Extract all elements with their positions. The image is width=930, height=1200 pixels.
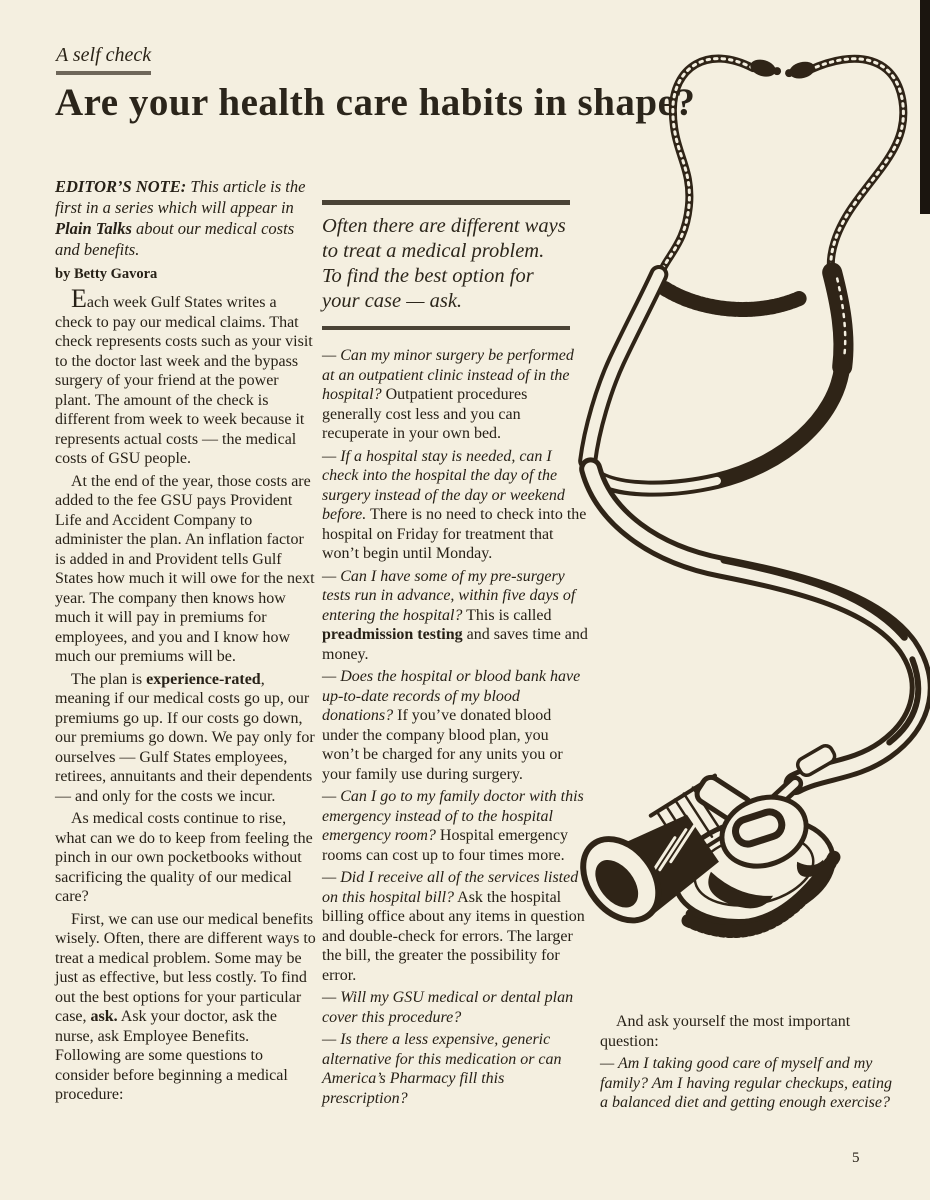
question-item: — Can my minor surgery be performed at an outpatient clinic instead of in the hospital? Outpatient procedures generally cost less and you can recuperate in your own bed. <box>322 347 574 442</box>
ear-tube-left <box>659 59 753 279</box>
column-1 <box>55 284 317 1108</box>
tube-main <box>591 469 922 784</box>
binaural-spring <box>665 289 799 310</box>
question-item: — If a hospital stay is needed, can I check into the hospital the day of the surgery instead of the day or weekend before. There is no need to check into the hospital on Friday for treatment that won’t begin until Monday. <box>322 447 587 562</box>
earpieces <box>748 57 816 81</box>
editor-note: EDITOR’S NOTE: This article is the first in a series which will appear in Plain Talks about our medical costs and benefits. <box>55 177 306 259</box>
question-item: — Did I receive all of the services listed on this hospital bill? Ask the hospital billing office about any items in question and double-check for errors. The larger the bill, the greater the possibility for error. <box>322 869 585 984</box>
binaural-left <box>588 275 659 461</box>
column-3 <box>600 1012 896 1116</box>
chest-piece <box>568 774 846 943</box>
page-title: Are your health care habits in shape? <box>55 81 696 124</box>
paragraph: And ask yourself the most important question: <box>600 1013 851 1050</box>
question-item: — Am I taking good care of myself and my family? Am I having regular checkups, eating a balanced diet and getting enough exercise? <box>600 1055 892 1111</box>
byline: by Betty Gavora <box>55 266 158 282</box>
column-2 <box>322 346 588 1111</box>
paragraph: At the end of the year, those costs are added to the fee GSU pays Provident Life and Accident Company to administer the plan. An inflation factor is added in and Provident tells Gulf States how much it will owe for the next year. The company then knows how much it will pay in premiums for employees, and you and I know how much our premiums will be. <box>55 472 315 665</box>
page-number: 5 <box>852 1150 860 1166</box>
question-item: — Will my GSU medical or dental plan cover this procedure? <box>322 989 574 1026</box>
question-item: — Can I have some of my pre-surgery tests run in advance, within five days of entering the hospital? This is called preadmission testing and saves time and money. <box>322 567 588 663</box>
scan-edge-artifact <box>920 0 930 214</box>
ear-tube-right <box>809 59 903 277</box>
kicker: A self check <box>56 44 151 75</box>
paragraph: The plan is experience-rated, meaning if our medical costs go up, our premiums go up. If our costs go down, our premiums go down. We pay only for ourselves — Gulf States employees, retirees, annuitants and their dependents — and only for the costs we incur. <box>55 670 315 805</box>
tube-upper <box>599 367 842 489</box>
stethoscope-drawing <box>558 8 930 1000</box>
question-item: — Can I go to my family doctor with this emergency instead of to the hospital emergency room? Hospital emergency rooms can cost up to four times more. <box>322 788 584 864</box>
paragraph: First, we can use our medical benefits wisely. Often, there are different ways to treat a medical problem. Some may be just as effective, but less costly. To find out the best options for your particular case, ask. Ask your doctor, ask the nurse, ask Employee Benefits. Following are some questions to consider before beginning a medical procedure: <box>55 910 316 1103</box>
pull-quote: Often there are different ways to treat a medical problem. To find the best option for your case — ask. <box>322 200 570 330</box>
question-item: — Does the hospital or blood bank have up-to-date records of my blood donations? If you’ve donated blood under the company blood plan, you won’t be charged for any units you or your family use during surgery. <box>322 668 581 783</box>
paragraph: Each week Gulf States writes a check to pay our medical claims. That check represents costs such as your visit to the doctor last week and the bypass surgery of your friend at the power plant. The amount of the check is different from week to week because it represents actual costs — the medical costs of GSU people. <box>55 284 313 467</box>
paragraph: As medical costs continue to rise, what can we do to keep from feeling the pinch in our own pocketbooks without sacrificing the quality of our medical care? <box>55 810 313 905</box>
question-item: — Is there a less expensive, generic alternative for this medication or can America’s Pharmacy fill this prescription? <box>322 1031 562 1107</box>
stethoscope-illustration <box>558 8 930 1000</box>
binaural-right <box>832 273 845 367</box>
